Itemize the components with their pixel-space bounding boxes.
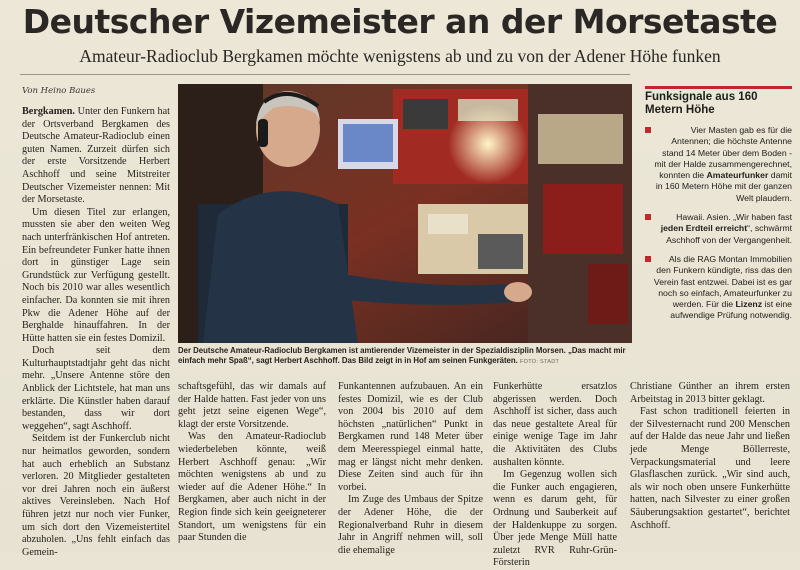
bullet-square-icon	[645, 256, 651, 262]
headline: Deutscher Vizemeister an der Morsetaste	[22, 2, 778, 41]
paragraph: Doch seit dem Kulturhauptstadtjahr geht das nicht mehr. „Unsere Antenne störe den Anblick der Lichtstele, hat man uns erklärte. Die Künstler haben darauf bestanden, dass wir dort weggehen“, sagt Aschhoff.	[22, 345, 170, 432]
info-box-item: Vier Masten gab es für die Antennen; die höchste Antenne stand 14 Meter über dem Boden - mit der Halde zusammengerechnet, konnten die Amateurfunker damit in 160 Metern Höhe mit der ganzen Welt plaudern.	[645, 125, 792, 204]
caption-text: Der Deutsche Amateur-Radioclub Bergkamen ist amtierender Vizemeister in der Spezialdisziplin Morsen. „Das macht mir einfach mehr Spaß“, sagt Herbert Aschhoff. Das Bild zeigt in in Hof am seinen Funkgeräten.	[178, 346, 626, 365]
paragraph: Seitdem ist der Funkerclub nicht nur heimatlos geworden, sondern hat auch erheblich an Substanz verloren. 20 Mitglieder gestalteten vor drei Jahren noch ein äußerst aktives Vereinsleben. Nach Hof führen jetzt nur noch vier Funker, um sich dort den Vizemeistertitel abzuholen. „Uns fehlt einfach das Gemein-	[22, 433, 170, 558]
divider	[20, 74, 630, 75]
paragraph: Im Gegenzug wollen sich die Funker auch engagieren, wenn es darum geht, für Ordnung und Sauberkeit auf der Haldenkuppe zu sorgen. Über jede Menge Müll hatte zuletzt RVR Ruhr-Grün-Försterin	[493, 469, 617, 569]
article-photo	[178, 84, 632, 343]
info-box	[645, 91, 792, 330]
article-column-4	[493, 381, 617, 570]
article-column-5	[630, 381, 790, 532]
paragraph	[22, 106, 170, 207]
article-column-2	[178, 381, 326, 545]
paragraph: Christiane Günther an ihrem ersten Arbeitstag in 2013 bitter geklagt.	[630, 381, 790, 405]
paragraph-text: Unter den Funkern hat der Ortsverband Bergkamen des Deutsche Amateur-Radioclub einen guten Namen. Zurzeit dürfen sich der erste Vorsitzende Herbert Aschhoff und seine Mitstreiter Deutscher Vizemeister nennen: Mit der Morsetaste.	[22, 106, 171, 206]
photo-credit: FOTO: STADT	[519, 359, 560, 365]
paragraph: Um diesen Titel zur erlangen, mussten sie aber den weiten Weg nach unterfränkischen Hof antreten. Ein befreundeter Funker hatte ihnen dort in günstiger Lage sein Grundstück zur Verfügung gestellt. Noch bis 2010 war alles wesentlich einfacher. Da konnten sie mit ihren Pkw die Adener Höhe auf der Berghalde hinauffahren. In der Hütte hatten sie ein festes Domizil.	[22, 206, 170, 344]
info-box-title: Funksignale aus 160 Metern Höhe	[645, 91, 758, 116]
article-column-3	[338, 381, 483, 557]
subheadline: Amateur-Radioclub Bergkamen möchte wenigstens ab und zu von der Adener Höhe funken	[79, 46, 721, 66]
photo-caption	[178, 346, 632, 367]
paragraph: Fast schon traditionell feierten in der Silvesternacht rund 200 Menschen auf der Halde das neue Jahr und ließen jede Menge Böllerreste, Verpackungsmaterial und leere Glasflaschen zurück. „Wir sind auch, als wir noch oben unsere Funkerhütte hatten, nach Silvester zu einer großen Säuberungsaktion gestartet“, berichtet Aschhoff.	[630, 406, 790, 531]
sidebar-accent-rule	[645, 86, 792, 89]
paragraph: Was den Amateur-Radioclub wiederbeleben könnte, weiß Herbert Aschhoff genau: „Wir möchten wenigstens ab und zu wieder auf die Adener Höhe.“ In Bergkamen, aber auch nicht in der Region finde sich kein geeigneterer Standort, um wenigstens für ein paar Stunden die	[178, 431, 326, 544]
paragraph: schaftsgefühl, das wir damals auf der Halde hatten. Fast jeder von uns geht jetzt seine eigenen Wege“, klagt der erste Vorsitzende.	[178, 381, 326, 430]
article-column-1	[22, 106, 170, 559]
paragraph: Funkantennen aufzubauen. An ein festes Domizil, wie es der Club von 2004 bis 2010 auf dem höchsten „natürlichen“ Punkt in Bergkamen rund 148 Meter über dem Meeresspiegel einmal hatte, mag er längst nicht mehr denken. Diese Zeiten sind auch für ihn vorbei.	[338, 381, 483, 493]
bullet-square-icon	[645, 127, 651, 133]
radio-operator-photo	[178, 84, 632, 343]
byline: Von Heino Baues	[22, 86, 96, 96]
bullet-square-icon	[645, 214, 651, 220]
paragraph: Im Zuge des Umbaus der Spitze der Adener Höhe, die der Regionalverband Ruhr in diesem Jahr in Angriff nehmen will, soll die ehemalige	[338, 494, 483, 556]
info-box-item: Hawaii. Asien. „Wir haben fast jeden Erdteil erreicht“, schwärmt Aschhoff von der Vergangenheit.	[645, 212, 792, 246]
info-box-item: Als die RAG Montan Immobilien den Funkern kündigte, riss das den Verein fast entzwei. Dabei ist es gar noch so einfach, Amateurfunker zu werden. Für die Lizenz ist eine aufwendige Prüfung notwendig.	[645, 254, 792, 322]
paragraph: Funkerhütte ersatzlos abgerissen werden. Doch Aschhoff ist sicher, dass auch das neue gestaltete Areal für einige wenige Tage im Jahr die Aktivitäten des Clubs aushalten könnte.	[493, 381, 617, 468]
dateline: Bergkamen.	[22, 106, 75, 117]
